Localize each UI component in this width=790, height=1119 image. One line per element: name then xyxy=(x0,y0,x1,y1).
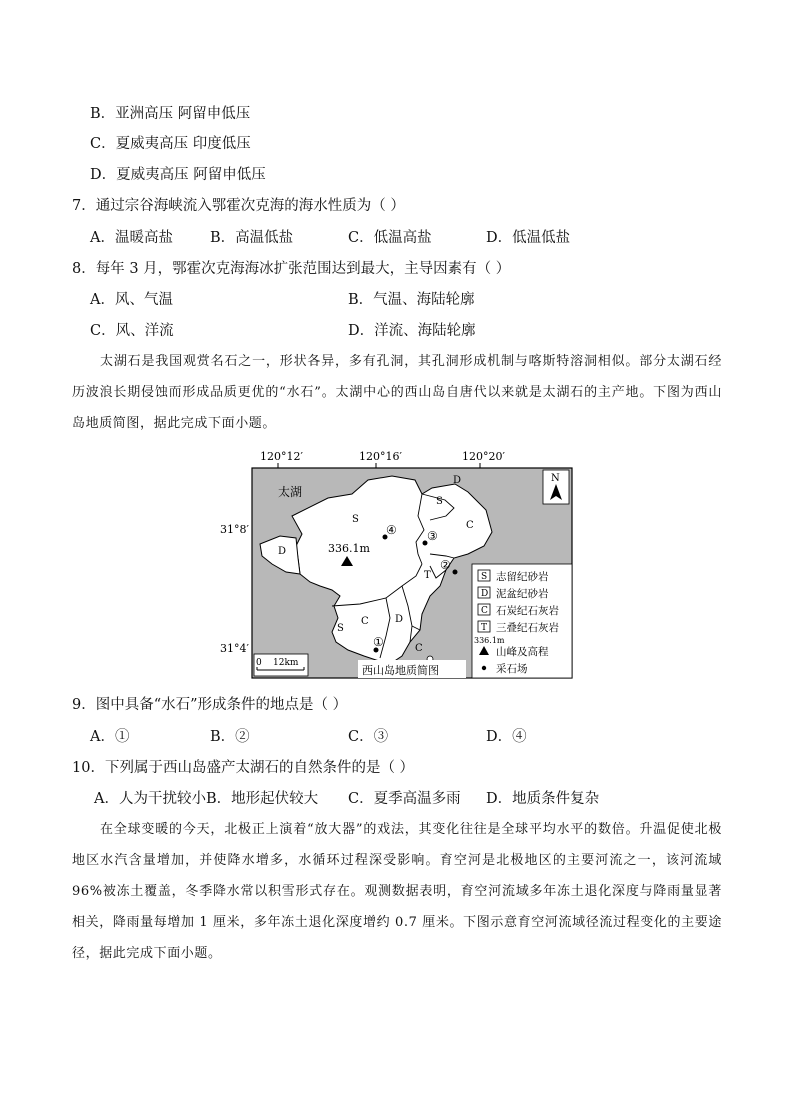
legend-c-key: C xyxy=(481,606,488,616)
rock-label-s-3: S xyxy=(337,623,344,634)
q10-option-a: A．人为干扰较小 xyxy=(94,791,206,807)
legend-t-text: 三叠纪石灰岩 xyxy=(496,622,559,634)
rock-label-d-1: D xyxy=(453,475,462,486)
legend-t-key: T xyxy=(481,623,488,633)
legend-d-key: D xyxy=(481,589,489,599)
lon-label-3: 120°20′ xyxy=(462,450,505,463)
lat-label-1: 31°8′ xyxy=(220,523,249,536)
legend-quarry-icon xyxy=(482,666,486,670)
q6-option-b: B．亚洲高压 阿留申低压 xyxy=(90,106,251,122)
legend-s-text: 志留纪砂岩 xyxy=(496,571,549,583)
rock-label-d-2: D xyxy=(278,546,287,557)
q8-option-b: B．气温、海陆轮廓 xyxy=(348,292,475,308)
q8-option-a: A．风、气温 xyxy=(90,292,173,308)
north-label: N xyxy=(551,473,560,484)
legend-s-key: S xyxy=(481,572,488,582)
quarry-4-label: ④ xyxy=(386,523,397,537)
q10-option-b: B．地形起伏较大 xyxy=(206,791,319,807)
q7-option-d: D．低温低盐 xyxy=(486,230,571,246)
q9-stem: 9．图中具备“水石”形成条件的地点是（ ） xyxy=(72,697,348,713)
rock-label-t: T xyxy=(424,570,431,581)
quarry-2-dot xyxy=(453,570,458,575)
passage-yukon-river: 在全球变暖的今天，北极正上演着“放大器”的戏法，其变化往往是全球平均水平的数倍。升温促使北极地区水汽含量增加，并使降水增多，水循环过程深受影响。育空河是北极地区的主要河流之一，该河流域 96%被冻土覆盖，冬季降水常以积雪形式存在。观测数据表明，育空河流域多年冻土退化深度与降雨量显著相关，降雨量每增加 1 厘米，多年冻土退化深度增约 0.7 厘米。下图示意育空河流域径流过程变化的主要途径，据此完成下面小题。 xyxy=(72,822,722,961)
scale-zero: 0 xyxy=(256,658,262,668)
q10-option-d: D．地质条件复杂 xyxy=(486,791,600,807)
rock-label-d-3: D xyxy=(395,614,404,625)
q8-stem: 8．每年 3 月，鄂霍次克海海冰扩张范围达到最大，主导因素有（ ） xyxy=(72,261,511,277)
q7-option-a: A．温暖高盐 xyxy=(90,230,173,246)
legend-peak-sample: 336.1m xyxy=(474,636,505,645)
q9-option-b: B．② xyxy=(210,729,250,745)
legend-d-text: 泥盆纪砂岩 xyxy=(496,588,549,600)
legend-quarry-text: 采石场 xyxy=(496,663,528,675)
passage-taihu-stone: 太湖石是我国观赏名石之一，形状各异，多有孔洞，其孔洞形成机制与喀斯特溶洞相似。部分太湖石经历波浪长期侵蚀而形成品质更优的“水石”。太湖中心的西山岛自唐代以来就是太湖石的主产地。下图为西山岛地质简图，据此完成下面小题。 xyxy=(72,354,722,431)
q8-option-d: D．洋流、海陆轮廓 xyxy=(348,323,476,339)
q7-option-c: C．低温高盐 xyxy=(348,230,432,246)
rock-label-c-2: C xyxy=(361,616,369,627)
q9-option-a: A．① xyxy=(90,729,130,745)
q9-option-c: C．③ xyxy=(348,729,389,745)
q7-option-b: B．高温低盐 xyxy=(210,230,294,246)
scale-length: 12km xyxy=(273,658,299,668)
legend-peak-text: 山峰及高程 xyxy=(496,646,549,658)
lon-label-2: 120°16′ xyxy=(359,450,402,463)
q8-option-c: C．风、洋流 xyxy=(90,323,174,339)
quarry-1-label: ① xyxy=(373,635,384,649)
lon-label-1: 120°12′ xyxy=(260,450,303,463)
q10-option-c: C．夏季高温多雨 xyxy=(348,791,461,807)
q6-option-c: C．夏威夷高压 印度低压 xyxy=(90,136,251,152)
lake-label: 太湖 xyxy=(278,485,303,499)
rock-label-s-2: S xyxy=(436,496,443,507)
lat-label-2: 31°4′ xyxy=(220,642,249,655)
quarry-2-label: ② xyxy=(440,558,451,572)
rock-label-s-1: S xyxy=(352,514,359,525)
quarry-3-label: ③ xyxy=(427,529,438,543)
q6-option-d: D．夏威夷高压 阿留申低压 xyxy=(90,167,266,183)
map-caption: 西山岛地质简图 xyxy=(362,664,439,677)
q10-stem: 10．下列属于西山岛盛产太湖石的自然条件的是（ ） xyxy=(72,760,415,776)
xishan-geology-map xyxy=(220,446,580,682)
q7-stem: 7．通过宗谷海峡流入鄂霍次克海的海水性质为（ ） xyxy=(72,198,405,214)
rock-label-c-1: C xyxy=(466,520,474,531)
rock-label-c-3: C xyxy=(415,643,423,654)
q9-option-d: D．④ xyxy=(486,729,527,745)
legend-c-text: 石炭纪石灰岩 xyxy=(496,605,559,617)
peak-elevation: 336.1m xyxy=(328,542,370,555)
